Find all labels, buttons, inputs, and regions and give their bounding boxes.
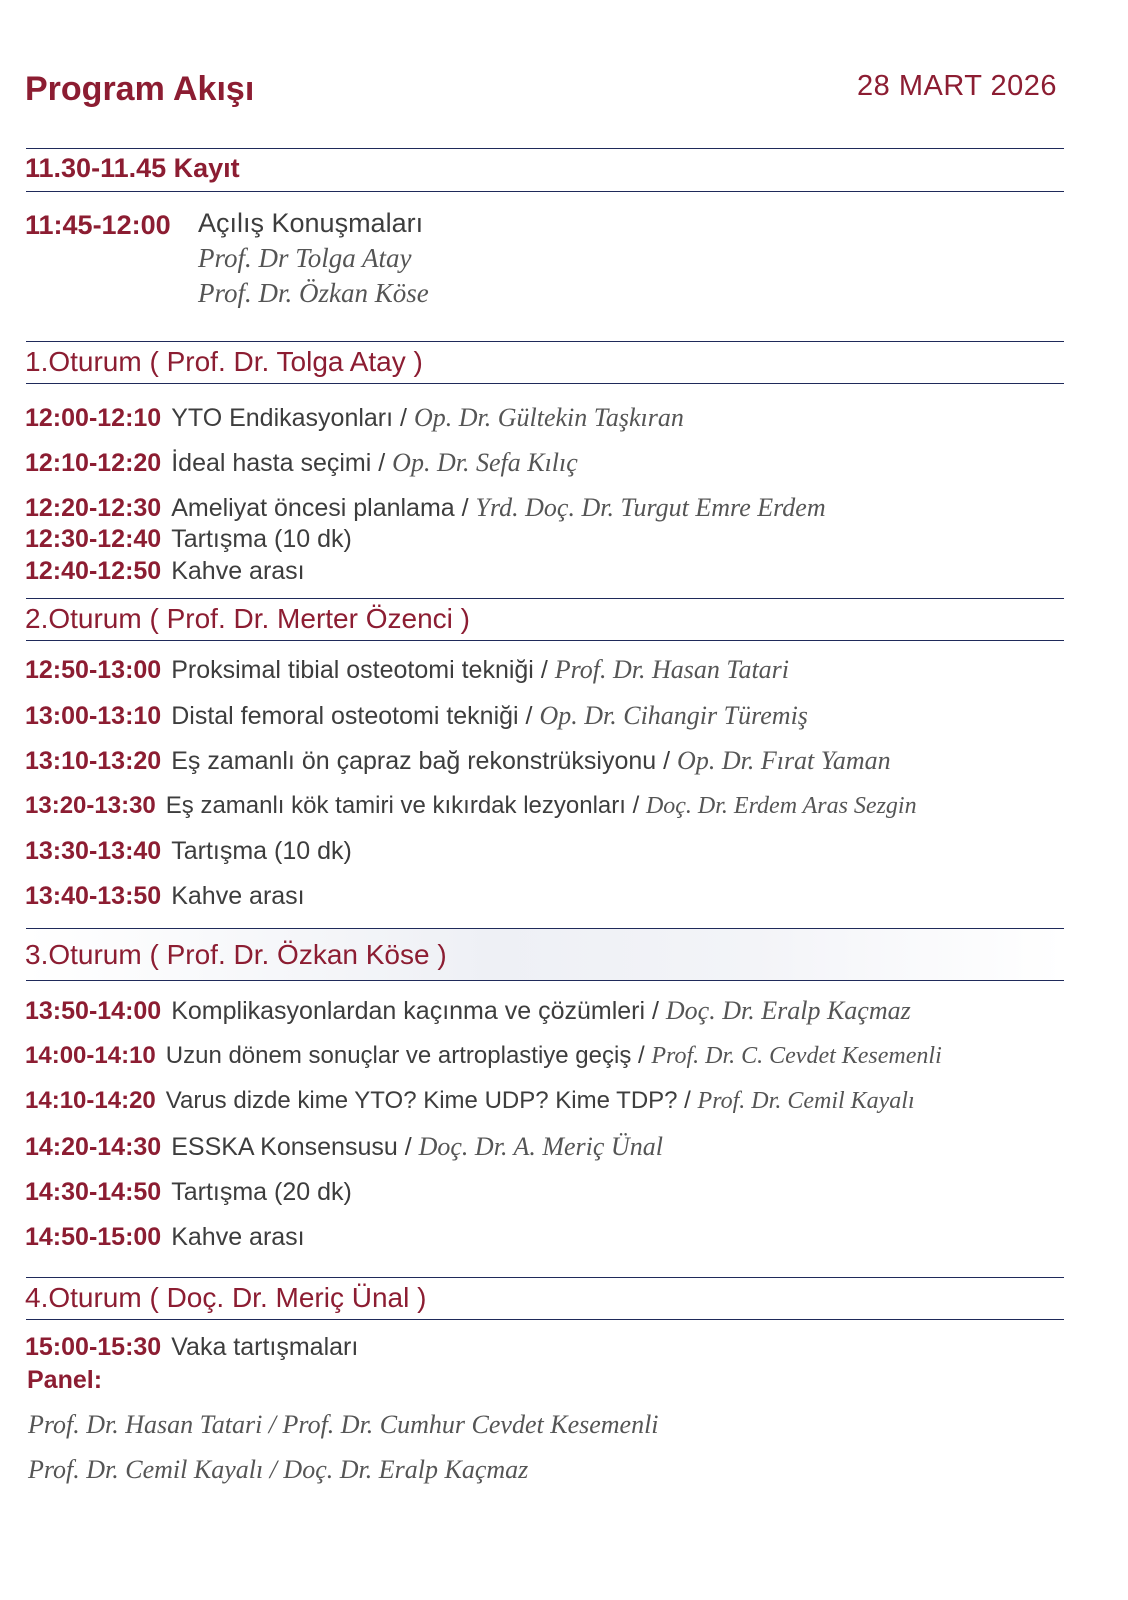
- panel-members: Prof. Dr. Hasan Tatari / Prof. Dr. Cumhur Cevdet Kesemenli: [28, 1410, 659, 1439]
- panel-members: Prof. Dr. Cemil Kayalı / Doç. Dr. Eralp Kaçmaz: [28, 1455, 529, 1484]
- item-speaker: Op. Dr. Fırat Yaman: [677, 746, 891, 775]
- item-topic: Proksimal tibial osteotomi tekniği: [171, 656, 534, 684]
- event-date: 28 MART 2026: [857, 70, 1057, 102]
- divider: [26, 148, 1064, 149]
- item-separator: /: [625, 792, 646, 819]
- divider: [26, 1319, 1064, 1320]
- item-separator: /: [677, 1087, 698, 1114]
- item-time: 14:30-14:50: [25, 1178, 162, 1206]
- program-item: [25, 525, 352, 554]
- panel-label: Panel:: [27, 1366, 103, 1394]
- item-time: 13:10-13:20: [25, 747, 162, 775]
- item-speaker: Prof. Dr. C. Cevdet Kesemenli: [651, 1043, 942, 1069]
- opening-time: 11:45-12:00: [25, 210, 171, 240]
- item-topic: Varus dizde kime YTO? Kime UDP? Kime TDP?: [165, 1087, 678, 1114]
- program-item: [25, 701, 808, 731]
- item-separator: /: [454, 494, 476, 522]
- item-time: 14:20-14:30: [25, 1133, 162, 1161]
- item-speaker: Doç. Dr. Eralp Kaçmaz: [665, 996, 911, 1025]
- item-topic: Uzun dönem sonuçlar ve artroplastiye geçiş: [165, 1042, 632, 1069]
- item-speaker: Doç. Dr. A. Meriç Ünal: [418, 1132, 663, 1161]
- item-topic: Eş zamanlı kök tamiri ve kıkırdak lezyonları: [165, 792, 626, 819]
- item-time: 14:10-14:20: [25, 1087, 156, 1114]
- program-item: [25, 557, 305, 586]
- item-topic: Ameliyat öncesi planlama: [171, 494, 455, 522]
- page-title: Program Akışı: [25, 70, 255, 108]
- item-speaker: Prof. Dr. Hasan Tatari: [554, 655, 790, 684]
- item-speaker: Op. Dr. Gültekin Taşkıran: [413, 403, 684, 432]
- program-item: [25, 1223, 305, 1252]
- opening-speaker: Prof. Dr. Özkan Köse: [198, 278, 429, 308]
- item-topic: Vaka tartışmaları: [171, 1333, 359, 1361]
- program-item: [25, 746, 891, 776]
- item-speaker: Prof. Dr. Cemil Kayalı: [697, 1088, 915, 1114]
- item-topic: Tartışma (20 dk): [171, 1178, 352, 1206]
- program-item: [25, 882, 305, 911]
- item-time: 14:00-14:10: [25, 1042, 156, 1069]
- item-time: 12:40-12:50: [25, 557, 162, 585]
- item-time: 15:00-15:30: [25, 1333, 162, 1361]
- item-speaker: Op. Dr. Sefa Kılıç: [392, 448, 578, 477]
- item-topic: Eş zamanlı ön çapraz bağ rekonstrüksiyonu: [171, 747, 657, 775]
- registration-row: 11.30-11.45 Kayıt: [25, 153, 240, 183]
- program-item: [25, 655, 789, 685]
- item-time: 13:00-13:10: [25, 702, 162, 730]
- item-time: 13:20-13:30: [25, 792, 156, 819]
- item-topic: Komplikasyonlardan kaçınma ve çözümleri: [171, 997, 646, 1025]
- opening-row: [25, 210, 171, 241]
- divider: [26, 341, 1064, 342]
- divider: [26, 640, 1064, 641]
- item-topic: Tartışma (10 dk): [171, 837, 352, 865]
- item-separator: /: [393, 404, 414, 432]
- divider: [26, 191, 1064, 192]
- item-time: 12:10-12:20: [25, 449, 162, 477]
- item-separator: /: [631, 1042, 652, 1069]
- item-topic: YTO Endikasyonları: [171, 404, 394, 432]
- session-title: 3.Oturum ( Prof. Dr. Özkan Köse ): [25, 939, 447, 970]
- item-separator: /: [518, 702, 540, 730]
- item-speaker: Doç. Dr. Erdem Aras Sezgin: [645, 793, 917, 819]
- item-time: 12:50-13:00: [25, 656, 162, 684]
- item-time: 14:50-15:00: [25, 1223, 162, 1251]
- program-item: [25, 1087, 915, 1115]
- program-item: [25, 996, 911, 1026]
- program-item: [25, 1333, 358, 1362]
- item-time: 12:00-12:10: [25, 404, 162, 432]
- program-item: [25, 1178, 352, 1207]
- program-item: [25, 1132, 663, 1162]
- divider: [26, 1277, 1064, 1278]
- item-topic: Kahve arası: [171, 882, 305, 910]
- program-item: [25, 1042, 942, 1070]
- item-separator: /: [371, 449, 393, 477]
- item-topic: ESSKA Konsensusu: [171, 1133, 398, 1161]
- session-title: 1.Oturum ( Prof. Dr. Tolga Atay ): [25, 346, 423, 377]
- item-separator: /: [656, 747, 678, 775]
- item-speaker: Op. Dr. Cihangir Türemiş: [539, 701, 808, 730]
- session-title: 2.Oturum ( Prof. Dr. Merter Özenci ): [25, 603, 470, 634]
- item-time: 12:20-12:30: [25, 494, 162, 522]
- program-item: [25, 837, 352, 866]
- opening-speaker: Prof. Dr Tolga Atay: [198, 243, 412, 273]
- item-speaker: Yrd. Doç. Dr. Turgut Emre Erdem: [475, 493, 826, 522]
- divider: [26, 980, 1064, 981]
- item-time: 13:30-13:40: [25, 837, 162, 865]
- item-topic: Kahve arası: [171, 557, 305, 585]
- item-time: 13:40-13:50: [25, 882, 162, 910]
- item-time: 12:30-12:40: [25, 525, 162, 553]
- item-topic: Tartışma (10 dk): [171, 525, 352, 553]
- opening-topic: Açılış Konuşmaları: [198, 208, 424, 238]
- divider: [26, 598, 1064, 599]
- program-item: [25, 403, 684, 433]
- divider: [26, 383, 1064, 384]
- item-time: 13:50-14:00: [25, 997, 162, 1025]
- item-separator: /: [645, 997, 666, 1025]
- program-item: [25, 792, 917, 820]
- program-item: [25, 493, 826, 523]
- item-topic: Kahve arası: [171, 1223, 305, 1251]
- item-topic: Distal femoral osteotomi tekniği: [171, 702, 519, 730]
- item-separator: /: [397, 1133, 419, 1161]
- item-separator: /: [533, 656, 555, 684]
- item-topic: İdeal hasta seçimi: [171, 449, 372, 477]
- session-title: 4.Oturum ( Doç. Dr. Meriç Ünal ): [25, 1282, 427, 1313]
- program-item: [25, 448, 578, 478]
